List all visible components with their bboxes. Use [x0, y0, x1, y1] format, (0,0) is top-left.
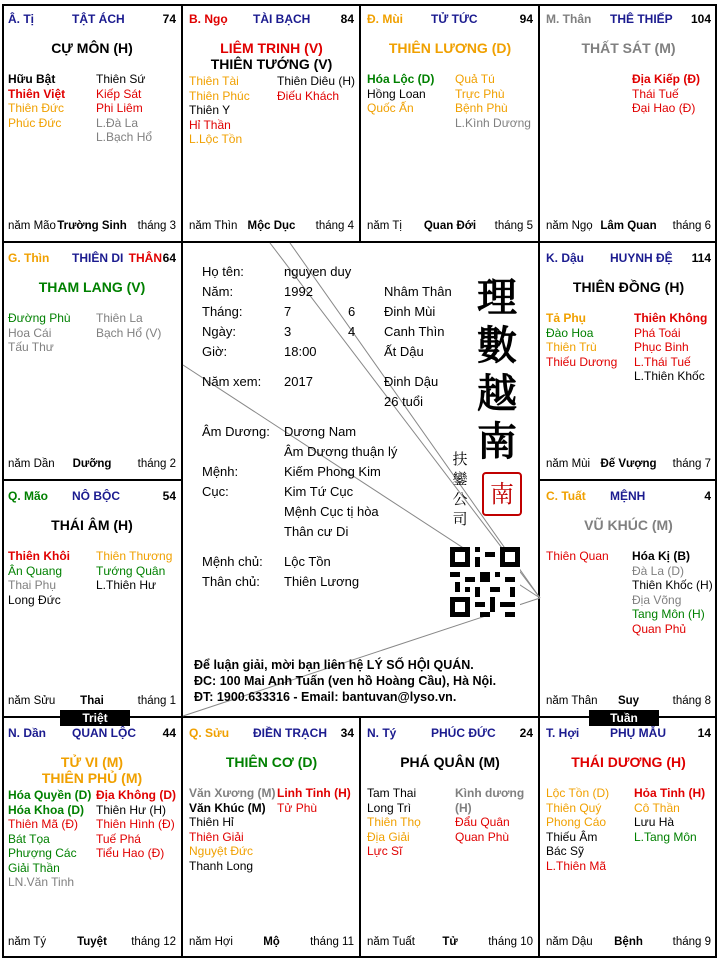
- star: L.Lộc Tồn: [189, 132, 243, 146]
- palace-footer: [189, 936, 354, 950]
- star: Hỏa Tinh (H): [634, 786, 706, 800]
- star: Thiên Quan: [546, 549, 609, 563]
- star: Thiên Thương: [96, 549, 173, 563]
- palace-number: 64: [162, 251, 176, 265]
- star: Tang Môn (H): [632, 607, 705, 621]
- palace-cell-suu: [183, 718, 360, 958]
- star: Nguyệt Đức: [189, 844, 254, 858]
- palace-name: TẬT ÁCH: [72, 12, 125, 26]
- amduong-value: Dương Nam: [284, 424, 357, 439]
- star: Hóa Khoa (D): [8, 802, 84, 817]
- star: Cô Thần: [634, 800, 680, 815]
- star: L.Thái Tuế: [634, 354, 691, 369]
- palace-header: [367, 12, 533, 28]
- star: Hóa Kị (B): [632, 549, 690, 563]
- star: Thiên Sứ: [96, 72, 146, 86]
- star: Phong Cáo: [546, 815, 607, 829]
- star: Thiên Hỉ: [189, 815, 234, 829]
- palace-number: 84: [340, 12, 354, 26]
- calli-small-char: 鑾: [452, 470, 468, 488]
- star: Thiên Mã (Đ): [8, 817, 79, 831]
- footer-year: năm Dần: [8, 458, 55, 470]
- day-label: Ngày:: [202, 324, 236, 339]
- star: Thai Phụ: [8, 578, 57, 592]
- star: Phá Toái: [634, 325, 681, 340]
- palace-footer: [8, 936, 176, 950]
- main-star: THIÊN CƠ (D): [225, 754, 318, 770]
- star: Kình dương (H): [455, 786, 525, 815]
- year-can: Nhâm Thân: [384, 284, 452, 299]
- star: Long Trì: [367, 800, 412, 815]
- footer-month: tháng 8: [672, 695, 711, 707]
- left-stars: [189, 786, 276, 873]
- view-year-can: Đinh Dậu: [384, 374, 439, 389]
- footer-year: năm Thìn: [189, 220, 238, 232]
- footer-year: năm Tị: [367, 220, 402, 232]
- palace-number: 74: [162, 12, 176, 26]
- footer-month: tháng 12: [131, 936, 176, 948]
- star: Thiên Phúc: [189, 88, 250, 103]
- month-label: Tháng:: [202, 304, 243, 319]
- palace-name: ĐIỀN TRẠCH: [253, 726, 327, 740]
- main-star: THÁI ÂM (H): [51, 517, 133, 533]
- center-info-panel: [182, 244, 538, 716]
- palace-cell-mui: [361, 4, 539, 242]
- star: Lộc Tồn (D): [546, 786, 610, 800]
- footer-month: tháng 6: [672, 220, 711, 232]
- calli-char: 越: [477, 370, 517, 417]
- footer-year: năm Sửu: [8, 695, 56, 707]
- palace-name: THIÊN DI: [72, 251, 124, 265]
- palace-name: TỬ TỨC: [431, 12, 478, 26]
- star: L.Thiên Khốc: [634, 369, 705, 383]
- star: Địa Kiếp (Đ): [632, 72, 701, 86]
- star: Địa Võng: [632, 592, 682, 607]
- day-can: Canh Thìn: [384, 324, 445, 339]
- main-star: THIÊN TƯỚNG (V): [210, 56, 333, 72]
- main-star: THIÊN LƯƠNG (D): [388, 40, 512, 56]
- age-value: 26 tuổi: [384, 394, 424, 409]
- footer-month: tháng 11: [310, 936, 354, 948]
- than-chu-value: Thiên Lương: [284, 574, 360, 589]
- hour-value: 18:00: [284, 344, 317, 359]
- palace-footer: [8, 458, 176, 472]
- star: Bát Tọa: [8, 831, 50, 846]
- left-stars: [8, 72, 65, 130]
- star: Thiên Khốc (H): [632, 578, 713, 592]
- right-stars: [277, 786, 351, 815]
- star: Thiên Hư (H): [96, 802, 167, 817]
- small-calligraphy: [450, 449, 470, 529]
- footer-year: năm Hợi: [189, 936, 233, 948]
- palace-footer: [8, 695, 176, 709]
- calli-small-char: 司: [452, 510, 468, 528]
- star: Tử Phù: [277, 800, 318, 815]
- palace-name: HUYNH ĐỆ: [610, 251, 673, 265]
- year-value: 1992: [284, 284, 313, 299]
- main-star: THIÊN PHỦ (M): [41, 770, 143, 786]
- main-star: THÁI DƯƠNG (H): [571, 754, 686, 770]
- amduong-label: Âm Dương:: [202, 424, 270, 439]
- palace-branch: Q. Mão: [8, 489, 49, 503]
- calli-char: 南: [477, 418, 517, 465]
- palace-footer: [8, 220, 176, 234]
- palace-cell-tuat: [540, 481, 717, 717]
- contact-line-3: ĐT: 1900.633316 - Email: bantuvan@lyso.vn.: [194, 690, 457, 704]
- star: Thiên Đức: [8, 101, 65, 115]
- star: L.Bạch Hổ: [96, 130, 153, 144]
- palace-name: QUAN LỘC: [72, 726, 136, 740]
- star: Trực Phù: [455, 86, 505, 101]
- footer-year: năm Mùi: [546, 458, 591, 470]
- palace-branch: G. Thìn: [8, 251, 50, 265]
- star: L.Thiên Mã: [546, 858, 607, 873]
- star: Phúc Đức: [8, 115, 62, 130]
- palace-name: MỆNH: [610, 489, 646, 503]
- star: Phục Binh: [634, 340, 689, 354]
- palace-cell-ngo: [183, 4, 360, 242]
- right-stars: [96, 788, 176, 861]
- footer-year: năm Ngọ: [546, 220, 593, 232]
- star: Thiên Việt: [8, 86, 66, 101]
- star: Thiếu Dương: [546, 354, 618, 369]
- palace-header: [546, 251, 711, 267]
- footer-month: tháng 1: [137, 695, 176, 707]
- star: Thiếu Âm: [546, 829, 598, 844]
- palace-number: 54: [162, 489, 176, 503]
- palace-header: [546, 489, 711, 505]
- calli-small-char: 公: [452, 490, 468, 508]
- star: Quốc Ấn: [367, 101, 414, 115]
- left-stars: [8, 788, 91, 890]
- palace-header: [8, 251, 176, 267]
- hour-can: Ất Dậu: [384, 344, 424, 359]
- palace-number: 44: [162, 726, 176, 740]
- footer-cycle: Suy: [617, 695, 640, 707]
- palace-cell-dau: [540, 243, 717, 480]
- left-stars: [8, 549, 70, 607]
- right-stars: [632, 549, 713, 636]
- qr-code-icon[interactable]: [450, 547, 520, 617]
- main-star: VŨ KHÚC (M): [584, 517, 673, 533]
- tuan-badge: Tuần: [589, 710, 659, 726]
- right-stars: [96, 72, 152, 145]
- palace-footer: [189, 220, 354, 234]
- star: Bệnh Phù: [455, 101, 508, 115]
- footer-cycle: Thai: [80, 695, 104, 707]
- main-star: PHÁ QUÂN (M): [400, 754, 500, 770]
- left-stars: [546, 549, 609, 564]
- palace-branch: N. Tý: [367, 726, 397, 740]
- palace-name: TÀI BẠCH: [253, 12, 311, 26]
- star: Hỉ Thần: [189, 117, 231, 132]
- star: Linh Tinh (H): [277, 786, 351, 800]
- star: Tam Thai: [367, 786, 417, 800]
- day-value: 3: [284, 324, 292, 339]
- calli-char: 理: [477, 274, 517, 321]
- menh-chu-value: Lộc Tồn: [284, 554, 331, 569]
- left-stars: [546, 311, 617, 369]
- footer-year: năm Mão: [8, 220, 56, 232]
- star: Hữu Bật: [8, 72, 56, 86]
- footer-month: tháng 2: [137, 458, 176, 470]
- calli-char: 數: [477, 322, 517, 369]
- footer-year: năm Thân: [546, 695, 598, 707]
- star: Thiên Thọ: [367, 815, 421, 829]
- star: Đường Phù: [8, 311, 71, 325]
- palace-branch: Đ. Mùi: [367, 12, 403, 26]
- right-stars: [634, 311, 707, 384]
- left-stars: [367, 72, 434, 116]
- star: LN.Văn Tinh: [8, 875, 75, 889]
- star: Tiểu Hao (Đ): [96, 846, 165, 860]
- cuc-label: Cục:: [202, 484, 229, 499]
- palace-cell-mao: [2, 481, 182, 717]
- palace-number: 14: [697, 726, 711, 740]
- day-lunar: 4: [348, 324, 356, 339]
- star: Giải Thần: [8, 860, 60, 875]
- palace-cell-than_b: [540, 4, 717, 242]
- palace-number: 24: [519, 726, 533, 740]
- star: Thiên Không: [634, 311, 708, 325]
- star: Kiếp Sát: [96, 86, 142, 101]
- palace-name: PHỤ MẪU: [610, 726, 666, 740]
- star: Thiên Hình (Đ): [96, 817, 175, 831]
- star: Tấu Thư: [8, 340, 54, 354]
- contact-line-1: Để luận giải, mời bạn liên hệ LÝ SỐ HỘI QUÁN.: [194, 658, 474, 672]
- star: Lưu Hà: [634, 815, 675, 829]
- than-cu: Thân cư Di: [284, 524, 349, 539]
- palace-footer: [546, 695, 711, 709]
- footer-cycle: Dưỡng: [72, 458, 112, 470]
- footer-year: năm Tuất: [367, 936, 415, 948]
- star: Phi Liêm: [96, 101, 143, 115]
- name-label: Họ tên:: [202, 264, 244, 279]
- star: Hồng Loan: [367, 86, 426, 101]
- right-stars: [96, 311, 161, 340]
- star: Thiên Trù: [546, 340, 597, 354]
- footer-cycle: Trường Sinh: [57, 220, 127, 232]
- right-stars: [277, 74, 355, 103]
- than-marker: THÂN: [128, 251, 162, 265]
- palace-branch: Q. Sửu: [189, 726, 230, 740]
- right-stars: [455, 72, 531, 130]
- star: L.Thiên Hư: [96, 578, 157, 592]
- amduong-note: Âm Dương thuận lý: [284, 444, 398, 459]
- footer-month: tháng 5: [494, 220, 533, 232]
- star: Quả Tú: [455, 72, 495, 86]
- month-can: Đinh Mùi: [384, 304, 436, 319]
- month-value: 7: [284, 304, 292, 319]
- left-stars: [189, 74, 250, 147]
- palace-header: [189, 726, 354, 742]
- palace-header: [367, 726, 533, 742]
- cuc-value: Kim Tứ Cục: [284, 484, 354, 499]
- star: Thiên Diêu (H): [277, 74, 356, 88]
- footer-cycle: Tuyệt: [77, 936, 107, 948]
- star: Hoa Cái: [8, 325, 52, 340]
- calli-small-char: 扶: [452, 450, 468, 468]
- star: Quan Phủ: [632, 621, 687, 636]
- left-stars: [367, 786, 421, 859]
- star: Long Đức: [8, 592, 61, 607]
- star: Văn Khúc (M): [189, 800, 266, 815]
- star: Thiên Giải: [189, 829, 244, 844]
- star: Điếu Khách: [277, 88, 340, 103]
- star: Thiên Quý: [546, 800, 602, 815]
- calligraphy: [472, 274, 522, 466]
- palace-branch: T. Hợi: [546, 726, 580, 740]
- palace-branch: N. Dần: [8, 726, 47, 740]
- palace-footer: [367, 220, 533, 234]
- palace-number: 114: [691, 251, 711, 265]
- palace-number: 104: [690, 12, 711, 26]
- palace-cell-dan: [2, 718, 182, 958]
- palace-footer: [367, 936, 533, 950]
- right-stars: [96, 549, 172, 593]
- star: Thiên Y: [189, 103, 231, 117]
- star: Phượng Các: [8, 846, 77, 860]
- star: Địa Không (D): [96, 788, 176, 802]
- star: Tuế Phá: [96, 831, 141, 846]
- main-star: CỰ MÔN (H): [51, 40, 133, 56]
- star: Thiên Khôi: [8, 549, 70, 563]
- footer-month: tháng 9: [672, 936, 711, 948]
- palace-name: PHÚC ĐỨC: [431, 726, 496, 740]
- palace-footer: [546, 458, 711, 472]
- footer-month: tháng 3: [137, 220, 176, 232]
- right-stars: [632, 72, 700, 116]
- star: Thái Tuế: [632, 86, 679, 101]
- star: Đẩu Quân: [455, 815, 510, 829]
- main-star: TỬ VI (M): [60, 754, 124, 770]
- star: Hóa Quyền (D): [8, 788, 92, 802]
- name-value: nguyen duy: [284, 264, 352, 279]
- star: Đại Hao (Đ): [632, 101, 696, 115]
- star: Quan Phù: [455, 829, 510, 844]
- star: Thiên Tài: [189, 74, 239, 88]
- footer-cycle: Mộ: [263, 936, 280, 948]
- palace-footer: [546, 936, 711, 950]
- star: L.Kình Dương: [455, 115, 531, 130]
- palace-branch: Â. Tị: [8, 12, 34, 26]
- star: Ân Quang: [8, 563, 63, 578]
- star: Đà La (D): [632, 563, 685, 578]
- palace-number: 94: [519, 12, 533, 26]
- menh-label: Mệnh:: [202, 464, 239, 479]
- palace-number: 4: [704, 489, 711, 503]
- palace-cell-ty: [2, 4, 182, 242]
- star: Đào Hoa: [546, 325, 594, 340]
- main-star: THAM LANG (V): [38, 279, 146, 295]
- palace-cell-hoi: [540, 718, 717, 958]
- footer-year: năm Dậu: [546, 936, 593, 948]
- hour-label: Giờ:: [202, 344, 228, 359]
- footer-cycle: Bệnh: [614, 936, 643, 948]
- palace-header: [546, 12, 711, 28]
- right-stars: [455, 786, 539, 844]
- star: Hóa Lộc (D): [367, 72, 435, 86]
- palace-branch: B. Ngọ: [189, 12, 228, 26]
- than-chu-label: Thân chủ:: [202, 574, 260, 589]
- palace-header: [8, 489, 176, 505]
- palace-header: [189, 12, 354, 28]
- star: Tướng Quân: [96, 563, 166, 578]
- main-star: LIÊM TRINH (V): [220, 40, 323, 56]
- left-stars: [546, 786, 609, 873]
- menh-chu-label: Mệnh chủ:: [202, 554, 263, 569]
- palace-header: [546, 726, 711, 742]
- view-year-value: 2017: [284, 374, 313, 389]
- palace-header: [8, 12, 176, 28]
- star: Bác Sỹ: [546, 844, 585, 858]
- footer-cycle: Quan Đới: [423, 220, 477, 232]
- right-stars: [634, 786, 705, 844]
- star: Bạch Hổ (V): [96, 325, 162, 340]
- footer-month: tháng 4: [315, 220, 354, 232]
- palace-footer: [546, 220, 711, 234]
- footer-month: tháng 7: [672, 458, 711, 470]
- palace-branch: C. Tuất: [546, 489, 586, 503]
- star: Văn Xương (M): [189, 786, 276, 800]
- menh-value: Kiếm Phong Kim: [284, 464, 381, 479]
- palace-cell-thin: [2, 243, 182, 480]
- star: Lực Sĩ: [367, 844, 403, 858]
- palace-branch: M. Thân: [546, 12, 592, 26]
- palace-name: NÔ BỘC: [72, 489, 120, 503]
- contact-line-2: ĐC: 100 Mai Anh Tuấn (ven hồ Hoàng Cầu), Hà Nội.: [194, 674, 497, 688]
- star: Địa Giải: [367, 829, 410, 844]
- year-label: Năm:: [202, 284, 234, 299]
- view-year-label: Năm xem:: [202, 374, 262, 389]
- footer-cycle: Tử: [442, 936, 458, 948]
- footer-month: tháng 10: [488, 936, 533, 948]
- star: Tả Phụ: [546, 311, 587, 325]
- footer-cycle: Lâm Quan: [600, 220, 657, 232]
- footer-year: năm Tý: [8, 936, 47, 948]
- triet-badge: Triệt: [60, 710, 130, 726]
- star: L.Tang Môn: [634, 829, 697, 844]
- cuc-note: Mệnh Cục tị hòa: [284, 504, 379, 519]
- star: Thanh Long: [189, 858, 254, 873]
- palace-cell-ty2: [361, 718, 539, 958]
- star: L.Đà La: [96, 115, 139, 130]
- main-star: THẤT SÁT (M): [581, 40, 676, 56]
- left-stars: [8, 311, 71, 355]
- star: Thiên La: [96, 311, 143, 325]
- palace-header: [8, 726, 176, 742]
- palace-number: 34: [340, 726, 354, 740]
- palace-branch: K. Dậu: [546, 251, 585, 265]
- footer-cycle: Mộc Dục: [247, 220, 296, 232]
- footer-cycle: Đế Vượng: [600, 458, 657, 470]
- palace-name: THÊ THIẾP: [610, 12, 673, 26]
- main-star: THIÊN ĐỒNG (H): [572, 279, 685, 295]
- red-seal: 南: [482, 472, 522, 516]
- month-lunar: 6: [348, 304, 356, 319]
